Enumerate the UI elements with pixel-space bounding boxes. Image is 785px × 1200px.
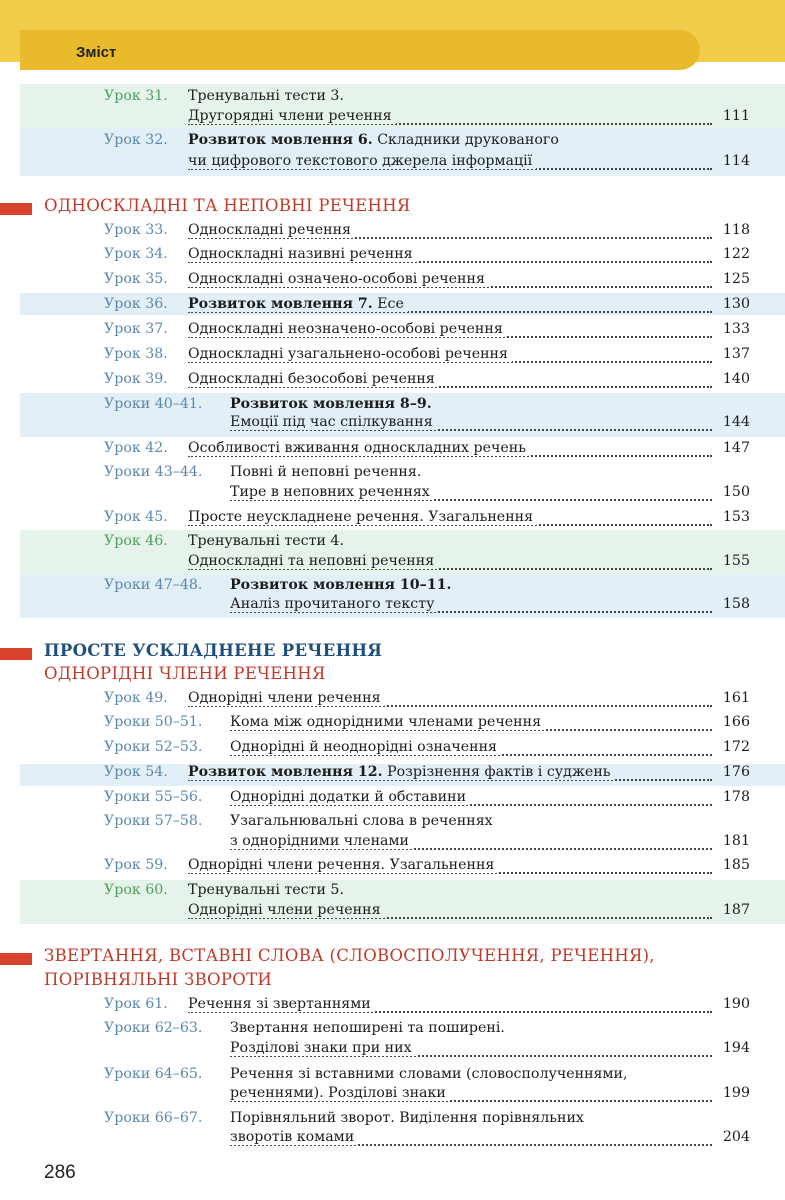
section-marker (0, 953, 32, 965)
entry-title: Однорідні члени речення. Узагальнення (188, 857, 498, 873)
toc-entry[interactable] (104, 464, 750, 486)
page-ref: 166 (722, 714, 750, 730)
entry-title: Тире в неповних реченнях (230, 484, 434, 500)
page-ref: 190 (722, 996, 750, 1012)
page-ref: 118 (722, 222, 750, 238)
lesson-label: Уроки 57–58. (104, 813, 203, 829)
entry-title: Другорядні члени речення (188, 108, 396, 124)
toc-entry[interactable] (104, 882, 750, 904)
section-title: ПРОСТЕ УСКЛАДНЕНЕ РЕЧЕННЯ (44, 641, 383, 660)
entry-title: Односкладні неозначено-особові речення (188, 321, 507, 337)
entry-title: Односкладні безособові речення (188, 371, 439, 387)
lesson-label: Урок 59. (104, 857, 168, 873)
lesson-label: Урок 42. (104, 440, 168, 456)
entry-title: реченнями). Розділові знаки (230, 1085, 450, 1101)
entry-title: Емоції під час спілкування (230, 414, 437, 430)
entry-title: Однорідні й неоднорідні означення (230, 739, 501, 755)
toc-entry[interactable] (104, 714, 750, 736)
page-ref: 150 (722, 484, 750, 500)
entry-title: Односкладні означено-особові речення (188, 271, 489, 287)
toc-entry[interactable] (104, 246, 750, 268)
entry-title: Однорідні члени речення (188, 902, 385, 918)
lesson-label: Уроки 40–41. (104, 396, 203, 412)
entry-title: Односкладні та неповні речення (188, 553, 438, 569)
entry-title: Складники друкованого (372, 132, 559, 148)
section-marker (0, 203, 32, 215)
section-marker (0, 648, 32, 660)
lesson-label: Урок 31. (104, 88, 168, 104)
entry-title: Односкладні речення (188, 222, 355, 238)
lesson-label: Урок 36. (104, 296, 168, 312)
header-label: Зміст (76, 44, 117, 61)
toc-entry[interactable] (104, 222, 750, 244)
entry-bold-title: Розвиток мовлення 10–11. (230, 577, 452, 593)
toc-entry-line[interactable] (104, 553, 750, 575)
toc-entry[interactable] (104, 764, 750, 786)
lesson-label: Уроки 62–63. (104, 1020, 203, 1036)
toc-entry[interactable] (104, 346, 750, 368)
entry-title: Просте неускладнене речення. Узагальнення (188, 509, 537, 525)
entry-title: Речення зі вставними словами (словосполученнями, (230, 1066, 631, 1082)
toc-entry-line[interactable] (104, 833, 750, 855)
entry-title: Аналіз прочитаного тексту (230, 596, 438, 612)
section-subtitle: ОДНОРІДНІ ЧЛЕНИ РЕЧЕННЯ (44, 664, 326, 683)
page-ref: 176 (722, 764, 750, 780)
page-ref: 178 (722, 789, 750, 805)
header-tab (20, 30, 700, 70)
entry-bold-title: Розвиток мовлення 8–9. (230, 396, 432, 412)
toc-entry[interactable] (104, 533, 750, 555)
entry-title: Тренувальні тести 3. (188, 88, 348, 104)
page-ref: 158 (722, 596, 750, 612)
page-ref: 137 (722, 346, 750, 362)
page-ref: 185 (722, 857, 750, 873)
lesson-label: Уроки 43–44. (104, 464, 203, 480)
toc-entry-line[interactable] (104, 153, 750, 175)
lesson-label: Уроки 64–65. (104, 1066, 203, 1082)
lesson-label: Урок 38. (104, 346, 168, 362)
toc-entry-line[interactable] (104, 484, 750, 506)
lesson-label: Урок 33. (104, 222, 168, 238)
toc-entry[interactable] (104, 1020, 750, 1042)
entry-title: Розрізнення фактів і суджень (382, 764, 611, 780)
toc-entry[interactable] (104, 88, 750, 110)
entry-title: Розділові знаки при них (230, 1040, 416, 1056)
toc-entry[interactable] (104, 509, 750, 531)
toc-entry-line[interactable] (104, 596, 750, 618)
entry-title: Кома між однорідними членами речення (230, 714, 545, 730)
page-ref: 181 (722, 833, 750, 849)
page-ref: 125 (722, 271, 750, 287)
page-ref: 144 (722, 414, 750, 430)
page-ref: 111 (722, 108, 750, 124)
toc-entry-line[interactable] (104, 1085, 750, 1107)
entry-title: Есе (372, 296, 404, 312)
toc-entry[interactable] (104, 440, 750, 462)
entry-title: Повні й неповні речення. (230, 464, 425, 480)
page-ref: 204 (722, 1129, 750, 1145)
toc-entry[interactable] (104, 132, 750, 154)
lesson-label: Урок 34. (104, 246, 168, 262)
toc-entry[interactable] (104, 271, 750, 293)
lesson-label: Урок 46. (104, 533, 168, 549)
entry-bold-title: Розвиток мовлення 6. (188, 132, 373, 148)
entry-title: чи цифрового текстового джерела інформації (188, 153, 536, 169)
lesson-label: Уроки 66–67. (104, 1110, 203, 1126)
lesson-label: Урок 39. (104, 371, 168, 387)
lesson-label: Урок 32. (104, 132, 168, 148)
lesson-label: Урок 49. (104, 690, 168, 706)
toc-entry[interactable] (104, 857, 750, 879)
entry-title: Односкладні узагальнено-особові речення (188, 346, 512, 362)
entry-bold-title: Розвиток мовлення 7. (188, 296, 373, 312)
page-ref: 161 (722, 690, 750, 706)
toc-entry[interactable] (104, 690, 750, 712)
page-ref: 122 (722, 246, 750, 262)
entry-title: Односкладні називні речення (188, 246, 417, 262)
toc-entry[interactable] (104, 321, 750, 343)
section-title: ЗВЕРТАННЯ, ВСТАВНІ СЛОВА (СЛОВОСПОЛУЧЕННЯ, РЕЧЕННЯ), (44, 946, 655, 965)
entry-title: Звертання непоширені та поширені. (230, 1020, 509, 1036)
toc-entry[interactable] (104, 789, 750, 811)
toc-entry-line[interactable] (104, 902, 750, 924)
lesson-label: Урок 45. (104, 509, 168, 525)
toc-entry-line[interactable] (104, 414, 750, 436)
toc-entry-line[interactable] (104, 1040, 750, 1062)
section-title: ПОРІВНЯЛЬНІ ЗВОРОТИ (44, 970, 273, 989)
page-ref: 199 (722, 1085, 750, 1101)
lesson-label: Урок 60. (104, 882, 168, 898)
page-ref: 155 (722, 553, 750, 569)
lesson-label: Урок 37. (104, 321, 168, 337)
entry-title: Речення зі звертаннями (188, 996, 375, 1012)
entry-title: з однорідними членами (230, 833, 413, 849)
section-title: ОДНОСКЛАДНІ ТА НЕПОВНІ РЕЧЕННЯ (44, 196, 411, 215)
toc-entry-line[interactable] (104, 1129, 750, 1151)
entry-title: Порівняльний зворот. Виділення порівняльних (230, 1110, 588, 1126)
lesson-label: Уроки 47–48. (104, 577, 203, 593)
lesson-label: Урок 61. (104, 996, 168, 1012)
page-ref: 147 (722, 440, 750, 456)
page-ref: 153 (722, 509, 750, 525)
page-ref: 114 (722, 153, 750, 169)
toc-entry-line[interactable] (104, 108, 750, 130)
lesson-label: Урок 35. (104, 271, 168, 287)
entry-title: Особливості вживання односкладних речень (188, 440, 530, 456)
entry-title: Узагальнювальні слова в реченнях (230, 813, 497, 829)
lesson-label: Уроки 50–51. (104, 714, 203, 730)
page-ref: 187 (722, 902, 750, 918)
toc-entry[interactable] (104, 296, 750, 318)
toc-entry[interactable] (104, 739, 750, 761)
entry-bold-title: Розвиток мовлення 12. (188, 764, 383, 780)
toc-entry[interactable] (104, 371, 750, 393)
page-ref: 130 (722, 296, 750, 312)
entry-title: Тренувальні тести 4. (188, 533, 348, 549)
lesson-label: Уроки 55–56. (104, 789, 203, 805)
toc-entry[interactable] (104, 813, 750, 835)
page-ref: 140 (722, 371, 750, 387)
entry-title: Однорідні члени речення (188, 690, 385, 706)
lesson-label: Уроки 52–53. (104, 739, 203, 755)
page-ref: 172 (722, 739, 750, 755)
entry-title: Тренувальні тести 5. (188, 882, 348, 898)
entry-title: Однорідні додатки й обставини (230, 789, 470, 805)
page-ref: 133 (722, 321, 750, 337)
page-ref: 194 (722, 1040, 750, 1056)
entry-title: зворотів комами (230, 1129, 358, 1145)
lesson-label: Урок 54. (104, 764, 168, 780)
page-number: 286 (44, 1162, 76, 1183)
toc-entry[interactable] (104, 996, 750, 1018)
